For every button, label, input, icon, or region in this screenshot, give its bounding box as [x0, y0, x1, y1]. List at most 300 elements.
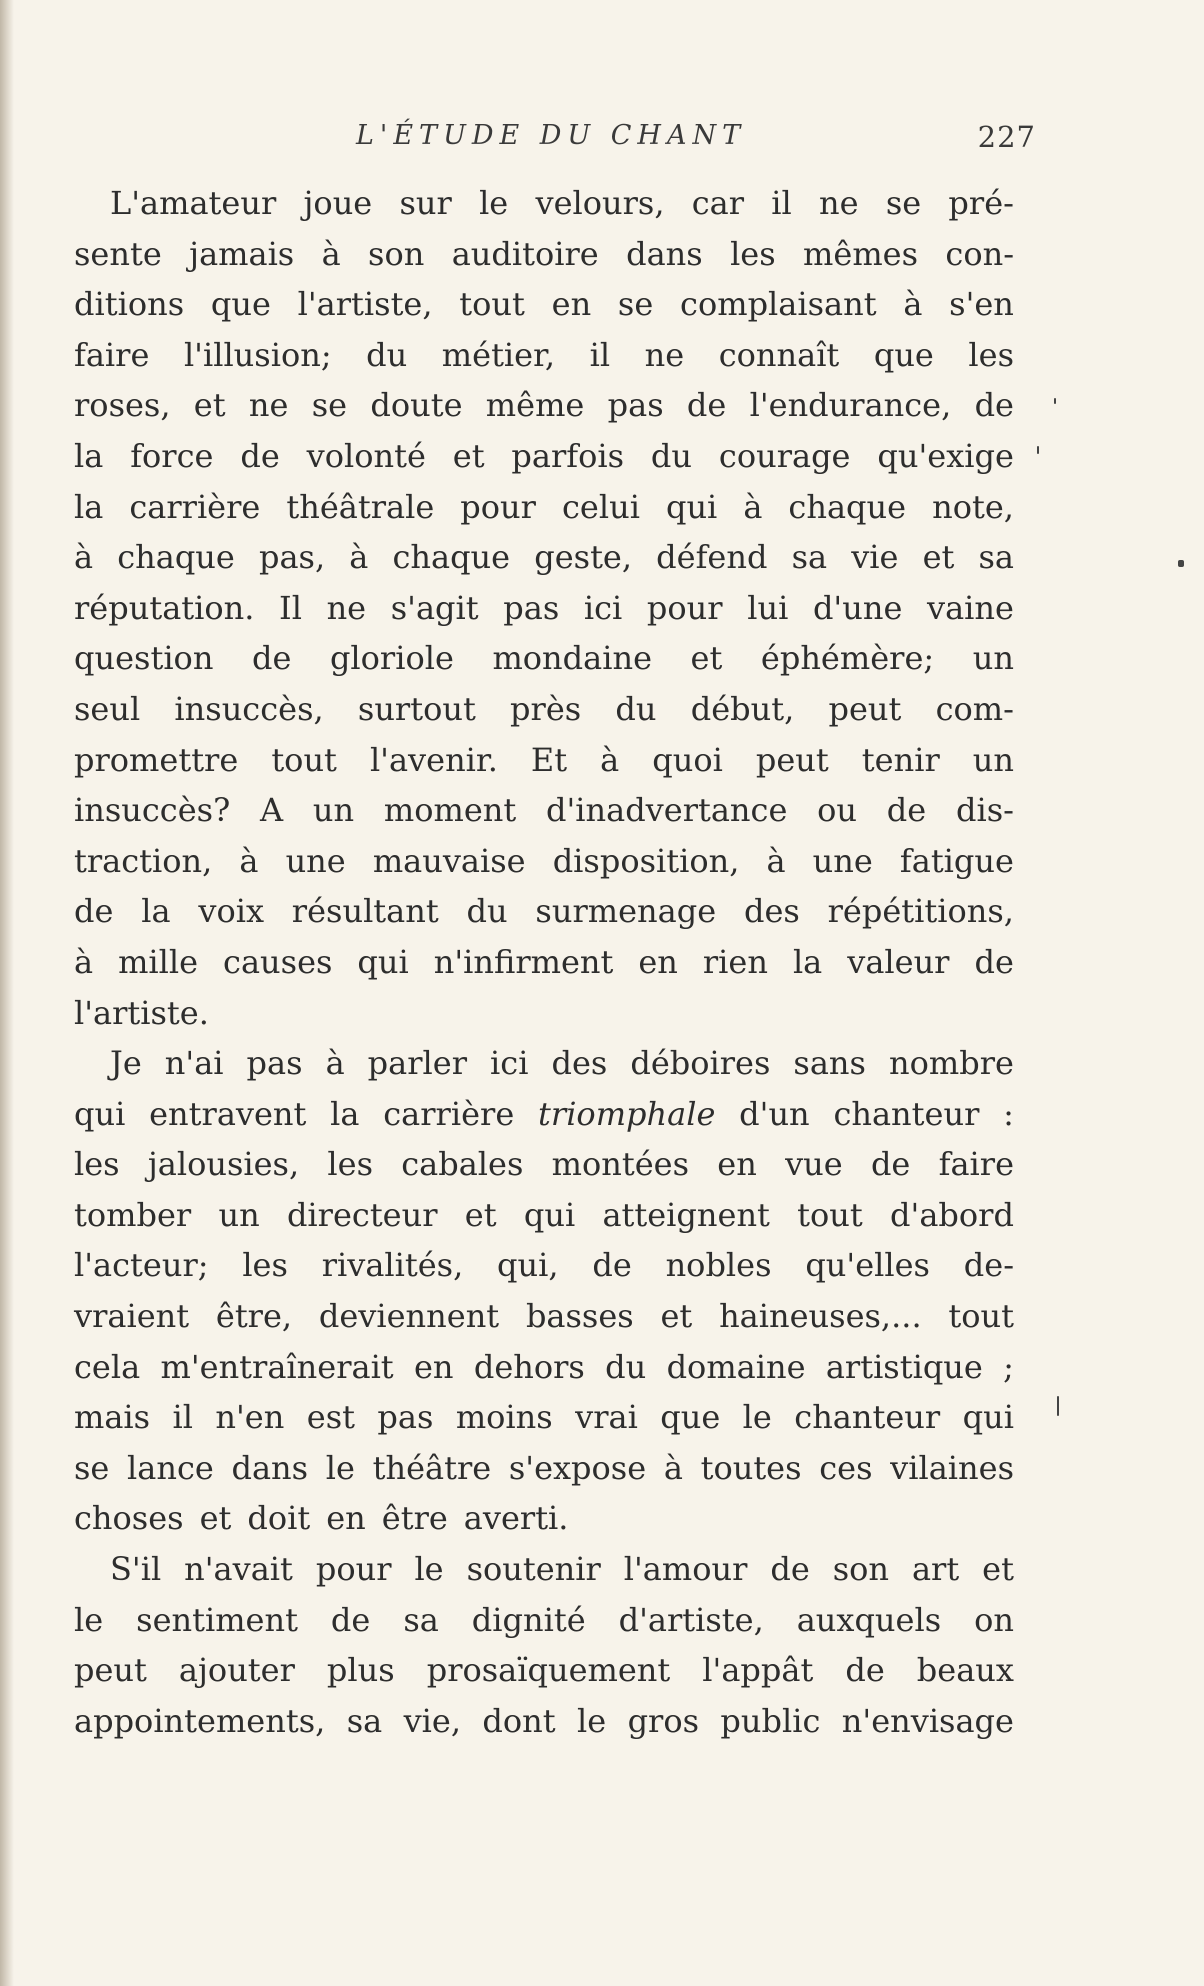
word: mêmes	[803, 234, 919, 273]
word: d'artiste,	[618, 1600, 764, 1639]
word: vraient	[74, 1297, 190, 1336]
word: pas	[503, 588, 560, 627]
word: sa	[346, 1701, 383, 1740]
word: les	[74, 1145, 120, 1184]
word: que	[210, 285, 271, 324]
word: peut	[755, 740, 829, 779]
word: lance	[127, 1448, 214, 1487]
word: à	[74, 538, 94, 577]
word: parler	[367, 1044, 467, 1083]
text-line	[74, 482, 1014, 533]
word: fatigue	[899, 841, 1014, 880]
word: gloriole	[329, 639, 454, 678]
word: à	[74, 942, 94, 981]
word: que	[660, 1398, 721, 1437]
word: n'avait	[184, 1550, 293, 1589]
word: vilaines	[890, 1448, 1014, 1487]
word: ne	[644, 335, 685, 374]
text-line	[74, 1342, 1014, 1393]
word: l'artiste.	[74, 993, 209, 1032]
word: à	[321, 234, 341, 273]
text-line	[74, 1595, 1014, 1646]
word: sa	[791, 538, 828, 577]
word: deviennent	[318, 1297, 500, 1336]
word: joue	[303, 184, 373, 222]
text-line	[74, 1038, 1014, 1089]
word: sa	[978, 538, 1014, 577]
word: et	[922, 538, 955, 577]
text-line	[74, 279, 1014, 330]
word: en	[717, 1145, 757, 1184]
word: il	[172, 1398, 193, 1437]
word: plus	[326, 1651, 395, 1690]
word: début,	[690, 689, 795, 728]
word: du	[615, 689, 657, 728]
word: car	[691, 184, 745, 222]
word: dont	[482, 1701, 556, 1740]
word: triomphale	[538, 1094, 716, 1133]
word: ajouter	[178, 1651, 295, 1690]
word: domaine	[666, 1347, 806, 1386]
word: S'il	[110, 1550, 162, 1589]
word: sente	[74, 234, 162, 273]
word: art	[911, 1550, 960, 1589]
paragraph	[74, 178, 1014, 1038]
word: répétitions,	[827, 892, 1014, 931]
word: pour	[646, 588, 723, 627]
ink-speck	[1057, 1396, 1059, 1416]
word: doute	[370, 386, 463, 425]
word: question	[74, 639, 214, 678]
word: de	[974, 386, 1014, 425]
word: ne	[819, 184, 859, 222]
word: qui	[74, 1094, 126, 1133]
word: complaisant	[680, 285, 877, 324]
page-number: 227	[977, 120, 1036, 154]
word: pour	[315, 1550, 392, 1589]
word: une	[812, 841, 873, 880]
word: de	[592, 1246, 632, 1285]
word: Je	[110, 1044, 142, 1083]
word: rivalités,	[321, 1246, 464, 1285]
word: de	[845, 1651, 885, 1690]
word: traction,	[74, 841, 213, 880]
word: L'amateur	[110, 184, 277, 222]
word: près	[510, 689, 582, 728]
word: défend	[656, 538, 768, 577]
word: prosaïquement	[426, 1651, 671, 1690]
word: sa	[403, 1600, 439, 1639]
word: dignité	[471, 1600, 586, 1639]
word: n'ai	[164, 1044, 224, 1083]
word: choses	[74, 1499, 184, 1538]
word: auxquels	[796, 1600, 942, 1639]
word: ne	[326, 588, 367, 627]
word: en	[326, 1499, 366, 1538]
word: nobles	[665, 1246, 772, 1285]
running-header	[356, 120, 1036, 160]
word: de	[330, 1600, 371, 1639]
word: un	[972, 740, 1014, 779]
word: et	[690, 639, 723, 678]
word: mais	[74, 1398, 151, 1437]
word: mauvaise	[372, 841, 526, 880]
text-line	[74, 1190, 1014, 1241]
word: tout	[459, 285, 525, 324]
word: directeur	[286, 1195, 438, 1234]
text-line	[74, 330, 1014, 381]
word: à	[743, 487, 763, 526]
word: averti.	[463, 1499, 569, 1538]
word: à	[663, 1448, 683, 1487]
word: qui,	[497, 1246, 559, 1285]
word: des	[743, 892, 800, 931]
word: d'abord	[890, 1195, 1014, 1234]
word: pas,	[258, 538, 326, 577]
text-line	[74, 937, 1014, 988]
word: et	[452, 436, 485, 475]
word: la	[74, 487, 104, 526]
word: se	[74, 1448, 110, 1487]
word: vie	[851, 538, 899, 577]
word: chaque	[392, 538, 511, 577]
word: cabales	[401, 1145, 524, 1184]
word: se	[311, 386, 348, 425]
word: s'agit	[390, 588, 479, 627]
word: à	[325, 1044, 345, 1083]
word: :	[1003, 1094, 1014, 1133]
word: qui	[523, 1195, 576, 1234]
word: lui	[747, 588, 789, 627]
word: chaque	[117, 538, 235, 577]
word: artistique	[825, 1347, 983, 1386]
text-line	[74, 380, 1014, 431]
text-line	[74, 1443, 1014, 1494]
word: à	[903, 285, 923, 324]
text-line	[74, 1392, 1014, 1443]
word: l'illusion;	[183, 335, 332, 374]
word: atteignent	[602, 1195, 770, 1234]
word: être,	[215, 1297, 293, 1336]
word: s'en	[949, 285, 1014, 324]
word: rien	[702, 942, 768, 981]
word: dans	[626, 234, 703, 273]
word: qui	[665, 487, 718, 526]
word: moment	[383, 791, 517, 830]
word: causes	[223, 942, 333, 981]
word: basses	[525, 1297, 634, 1336]
text-line	[74, 684, 1014, 735]
text-line	[74, 1696, 1014, 1747]
text-line	[74, 1139, 1014, 1190]
text-line	[74, 735, 1014, 786]
word: A	[260, 791, 284, 830]
running-title: L'ÉTUDE DU CHANT	[356, 120, 747, 151]
word: métier,	[441, 335, 556, 374]
word: et	[464, 1195, 497, 1234]
word: soutenir	[466, 1550, 601, 1589]
word: moins	[455, 1398, 553, 1437]
word: ici	[490, 1044, 529, 1083]
word: Il	[279, 588, 302, 627]
word: courage	[718, 436, 851, 475]
word: tout	[948, 1297, 1014, 1336]
word: le	[325, 1448, 355, 1487]
word: de	[74, 892, 114, 931]
word: ditions	[74, 285, 185, 324]
word: son	[368, 234, 425, 273]
word: geste,	[534, 538, 633, 577]
ink-speck	[1037, 446, 1039, 454]
word: de	[770, 1550, 810, 1589]
word: ici	[583, 588, 623, 627]
text-line	[74, 1291, 1014, 1342]
word: de	[686, 386, 727, 425]
word: valeur	[847, 942, 950, 981]
word: à	[766, 841, 786, 880]
word: en	[413, 1347, 454, 1386]
body-text	[74, 178, 1014, 1746]
word: tout	[271, 740, 337, 779]
word: de	[886, 791, 927, 830]
word: qui	[357, 942, 409, 981]
word: de	[251, 639, 292, 678]
word: ne	[248, 386, 289, 425]
word: vrai	[575, 1398, 638, 1437]
word: chaque	[788, 487, 907, 526]
text-line	[74, 836, 1014, 887]
word: beaux	[916, 1651, 1014, 1690]
word: com-	[935, 689, 1014, 728]
word: l'endurance,	[749, 386, 952, 425]
word: gros	[627, 1701, 700, 1740]
text-line	[74, 229, 1014, 280]
word: même	[485, 386, 585, 425]
word: se	[617, 285, 654, 324]
word: peut	[828, 689, 902, 728]
word: jalousies,	[147, 1145, 300, 1184]
text-line	[74, 583, 1014, 634]
word: résultant	[291, 892, 439, 931]
word: public	[720, 1701, 821, 1740]
word: faire	[938, 1145, 1014, 1184]
word: carrière	[129, 487, 261, 526]
word: réputation.	[74, 588, 255, 627]
word: velours,	[535, 184, 665, 222]
word: s'expose	[508, 1448, 647, 1487]
word: dans	[231, 1448, 309, 1487]
word: tenir	[861, 740, 940, 779]
word: théâtrale	[286, 487, 435, 526]
word: du	[466, 892, 508, 931]
word: volonté	[306, 436, 426, 475]
word: surmenage	[535, 892, 717, 931]
word: chanteur	[833, 1094, 980, 1133]
text-line	[74, 1645, 1014, 1696]
word: d'inadvertance	[545, 791, 788, 830]
word: l'artiste,	[297, 285, 433, 324]
word: en	[638, 942, 678, 981]
word: et	[193, 386, 226, 425]
word: la	[74, 436, 104, 475]
word: faire	[74, 335, 150, 374]
word: en	[551, 285, 592, 324]
word: pour	[460, 487, 536, 526]
word: ou	[817, 791, 858, 830]
text-line	[74, 532, 1014, 583]
word: doit	[247, 1499, 311, 1538]
word: mille	[118, 942, 199, 981]
paragraph	[74, 1038, 1014, 1544]
word: pas	[246, 1044, 303, 1083]
word: le	[742, 1398, 772, 1437]
word: à	[239, 841, 259, 880]
page-gutter-shadow	[0, 0, 14, 1986]
word: vue	[785, 1145, 843, 1184]
word: vaine	[927, 588, 1014, 627]
word: est	[306, 1398, 355, 1437]
word: il	[589, 335, 611, 374]
text-line	[74, 886, 1014, 937]
word: roses,	[74, 386, 171, 425]
word: peut	[74, 1651, 147, 1690]
text-line	[74, 988, 1014, 1039]
ink-speck	[1178, 560, 1184, 567]
word: qui	[962, 1398, 1014, 1437]
word: haineuses,...	[719, 1297, 922, 1336]
text-line	[74, 1089, 1014, 1140]
word: appointements,	[74, 1701, 326, 1740]
word: dehors	[473, 1347, 585, 1386]
word: la	[330, 1094, 360, 1133]
word: les	[327, 1145, 373, 1184]
word: cela	[74, 1347, 141, 1386]
word: les	[968, 335, 1014, 374]
word: un	[312, 791, 355, 830]
word: du	[605, 1347, 647, 1386]
word: jamais	[189, 234, 295, 273]
word: mondaine	[492, 639, 652, 678]
word: l'avenir.	[369, 740, 498, 779]
word: ;	[1003, 1347, 1014, 1386]
word: montées	[551, 1145, 690, 1184]
word: pas	[607, 386, 664, 425]
word: promettre	[74, 740, 239, 779]
word: l'amour	[623, 1550, 748, 1589]
word: sur	[399, 184, 452, 222]
text-line	[74, 633, 1014, 684]
word: tomber	[74, 1195, 192, 1234]
word: on	[974, 1600, 1014, 1639]
word: Et	[530, 740, 568, 779]
word: sentiment	[136, 1600, 298, 1639]
word: du	[650, 436, 693, 475]
word: disposition,	[552, 841, 740, 880]
word: dis-	[955, 791, 1014, 830]
word: connaît	[718, 335, 840, 374]
word: l'appât	[702, 1651, 814, 1690]
word: insuccès?	[74, 791, 231, 830]
word: note,	[932, 487, 1014, 526]
word: pré-	[948, 184, 1014, 222]
word: ces	[819, 1448, 873, 1487]
word: con-	[945, 234, 1014, 273]
word: carrière	[383, 1094, 515, 1133]
word: le	[479, 184, 509, 222]
text-line	[74, 431, 1014, 482]
word: une	[285, 841, 346, 880]
word: un	[972, 639, 1014, 678]
word: toutes	[700, 1448, 802, 1487]
word: des	[551, 1044, 608, 1083]
word: les	[730, 234, 776, 273]
ink-speck	[1054, 398, 1056, 404]
word: force	[130, 436, 214, 475]
word: d'une	[812, 588, 903, 627]
word: qu'exige	[877, 436, 1014, 475]
word: quoi	[652, 740, 723, 779]
word: éphémère;	[760, 639, 935, 678]
word: de	[974, 942, 1014, 981]
word: sans	[793, 1044, 866, 1083]
paragraph	[74, 1544, 1014, 1746]
text-line	[74, 1544, 1014, 1595]
word: et	[660, 1297, 693, 1336]
word: que	[873, 335, 934, 374]
word: chanteur	[794, 1398, 941, 1437]
word: surtout	[357, 689, 476, 728]
word: parfois	[511, 436, 625, 475]
word: m'entraînerait	[160, 1347, 394, 1386]
word: de	[870, 1145, 911, 1184]
word: le	[414, 1550, 444, 1589]
word: le	[577, 1701, 607, 1740]
word: à	[349, 538, 369, 577]
text-line	[74, 178, 1014, 229]
word: tout	[797, 1195, 863, 1234]
word: la	[141, 892, 171, 931]
word: de-	[963, 1246, 1014, 1285]
word: nombre	[888, 1044, 1014, 1083]
word: n'infirment	[433, 942, 614, 981]
word: son	[832, 1550, 889, 1589]
text-line	[74, 1493, 1014, 1544]
word: et	[199, 1499, 232, 1538]
word: du	[366, 335, 408, 374]
word: à	[600, 740, 620, 779]
word: se	[885, 184, 922, 222]
word: voix	[198, 892, 264, 931]
word: d'un	[739, 1094, 810, 1133]
word: être	[381, 1499, 448, 1538]
word: les	[242, 1246, 288, 1285]
word: celui	[561, 487, 640, 526]
word: pas	[377, 1398, 434, 1437]
word: vie,	[403, 1701, 461, 1740]
text-line	[74, 785, 1014, 836]
word: il	[771, 184, 792, 222]
word: le	[74, 1600, 104, 1639]
word: l'acteur;	[74, 1246, 209, 1285]
word: insuccès,	[174, 689, 324, 728]
word: entravent	[149, 1094, 307, 1133]
word: déboires	[630, 1044, 771, 1083]
word: seul	[74, 689, 141, 728]
word: et	[982, 1550, 1014, 1589]
word: auditoire	[451, 234, 599, 273]
text-line	[74, 1240, 1014, 1291]
word: n'en	[215, 1398, 285, 1437]
